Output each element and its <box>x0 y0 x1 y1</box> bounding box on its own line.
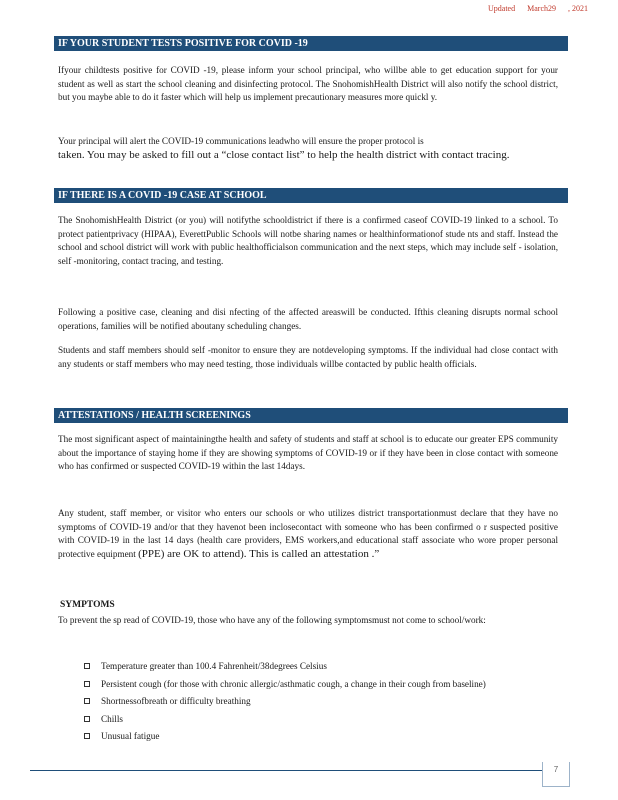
checkbox-icon <box>84 681 90 687</box>
symptom-item <box>84 678 564 692</box>
updated-year: , 2021 <box>568 4 588 13</box>
attest-paragraph-1: The most significant aspect of maintainingthe health and safety of students and staff at school is to educate our greater EPS community about the importance of staying home if they are showing symptoms of COVID-19 or if they have been in close contact with someone who has confirmed or suspected COVID-19 within the last 14days. <box>58 434 558 471</box>
updated-month-day: March29 <box>527 4 556 13</box>
symptom-item <box>84 695 564 709</box>
attest-paragraph-2 <box>58 507 558 561</box>
updated-date <box>478 4 588 13</box>
positive-paragraph-2-continued: taken. You may be asked to fill out a “close contact list” to help the health district with contact tracing. <box>58 148 510 161</box>
symptom-text: Persistent cough (for those with chronic allergic/asthmatic cough, a change in their cough from baseline) <box>101 678 486 689</box>
symptom-text: Shortnessofbreath or difficulty breathing <box>101 696 251 706</box>
section-title-attestations: ATTESTATIONS / HEALTH SCREENINGS <box>54 408 568 423</box>
symptom-text: Chills <box>101 713 123 724</box>
checkbox-icon <box>84 663 90 669</box>
checkbox-icon <box>84 698 90 704</box>
section-title-positive: IF YOUR STUDENT TESTS POSITIVE FOR COVID -19 <box>54 36 568 51</box>
footer-divider <box>30 770 558 771</box>
updated-label: Updated <box>488 4 516 13</box>
symptom-item <box>84 713 564 727</box>
section-title-case: IF THERE IS A COVID -19 CASE AT SCHOOL <box>54 188 568 203</box>
positive-paragraph-2 <box>58 135 558 162</box>
attest-paragraph-2-main: Any student, staff member, or visitor who enters our schools or who utilizes district transportationmust declare that they have no symptoms of COVID-19 and/or that they havenot been inclosecontact with someone who has been confirmed o r suspected positive with COVID-19 in the last 14 days (health care providers, EMS workers,and educational staff associate who wore proper personal protective equipment <box>58 508 558 559</box>
symptom-item <box>84 730 564 744</box>
positive-paragraph-1: Ifyour childtests positive for COVID -19, please inform your school principal, who willbe able to get education support for your student as well as start the school cleaning and disinfecting protocol. The SnohomishHealth District will also notify the school district, but you maybe able to do it faster which will help us implement precautionary measures more quickl y. <box>58 65 558 102</box>
symptom-text: Unusual fatigue <box>101 731 160 741</box>
positive-paragraph-2-line: Your principal will alert the COVID-19 communications leadwho will ensure the proper protocol is <box>58 136 424 146</box>
symptom-text: Temperature greater than 100.4 Fahrenheit/38degrees Celsius <box>101 661 327 671</box>
symptoms-heading: SYMPTOMS <box>60 600 115 610</box>
case-paragraph-3: Students and staff members should self -monitor to ensure they are notdeveloping symptoms. If the individual had close contact with any students or staff members who may need testing, those individuals willbe contacted by public health officials. <box>58 345 558 369</box>
symptom-item <box>84 660 564 674</box>
case-paragraph-1: The SnohomishHealth District (or you) will notifythe schooldistrict if there is a confirmed caseof COVID-19 linked to a school. To protect patientprivacy (HIPAA), EverettPublic Schools will notbe sharing names or healthinformationof stude nts and staff. Instead the school and school district will work with public healthofficialson communication and the next steps, which may include self - isolation, self -monitoring, contact tracing, and testing. <box>58 215 558 266</box>
case-paragraph-2: Following a positive case, cleaning and disi nfecting of the affected areaswill be conducted. Ifthis cleaning disrupts normal school operations, families will be notified aboutany scheduling changes. <box>58 307 558 331</box>
page-number: 7 <box>542 762 570 787</box>
checkbox-icon <box>84 733 90 739</box>
symptoms-list <box>84 660 564 748</box>
checkbox-icon <box>84 716 90 722</box>
attest-paragraph-2-continued: (PPE) are OK to attend). This is called an attestation .” <box>138 547 380 560</box>
symptoms-intro: To prevent the sp read of COVID-19, those who have any of the following symptomsmust not come to school/work: <box>58 615 486 625</box>
